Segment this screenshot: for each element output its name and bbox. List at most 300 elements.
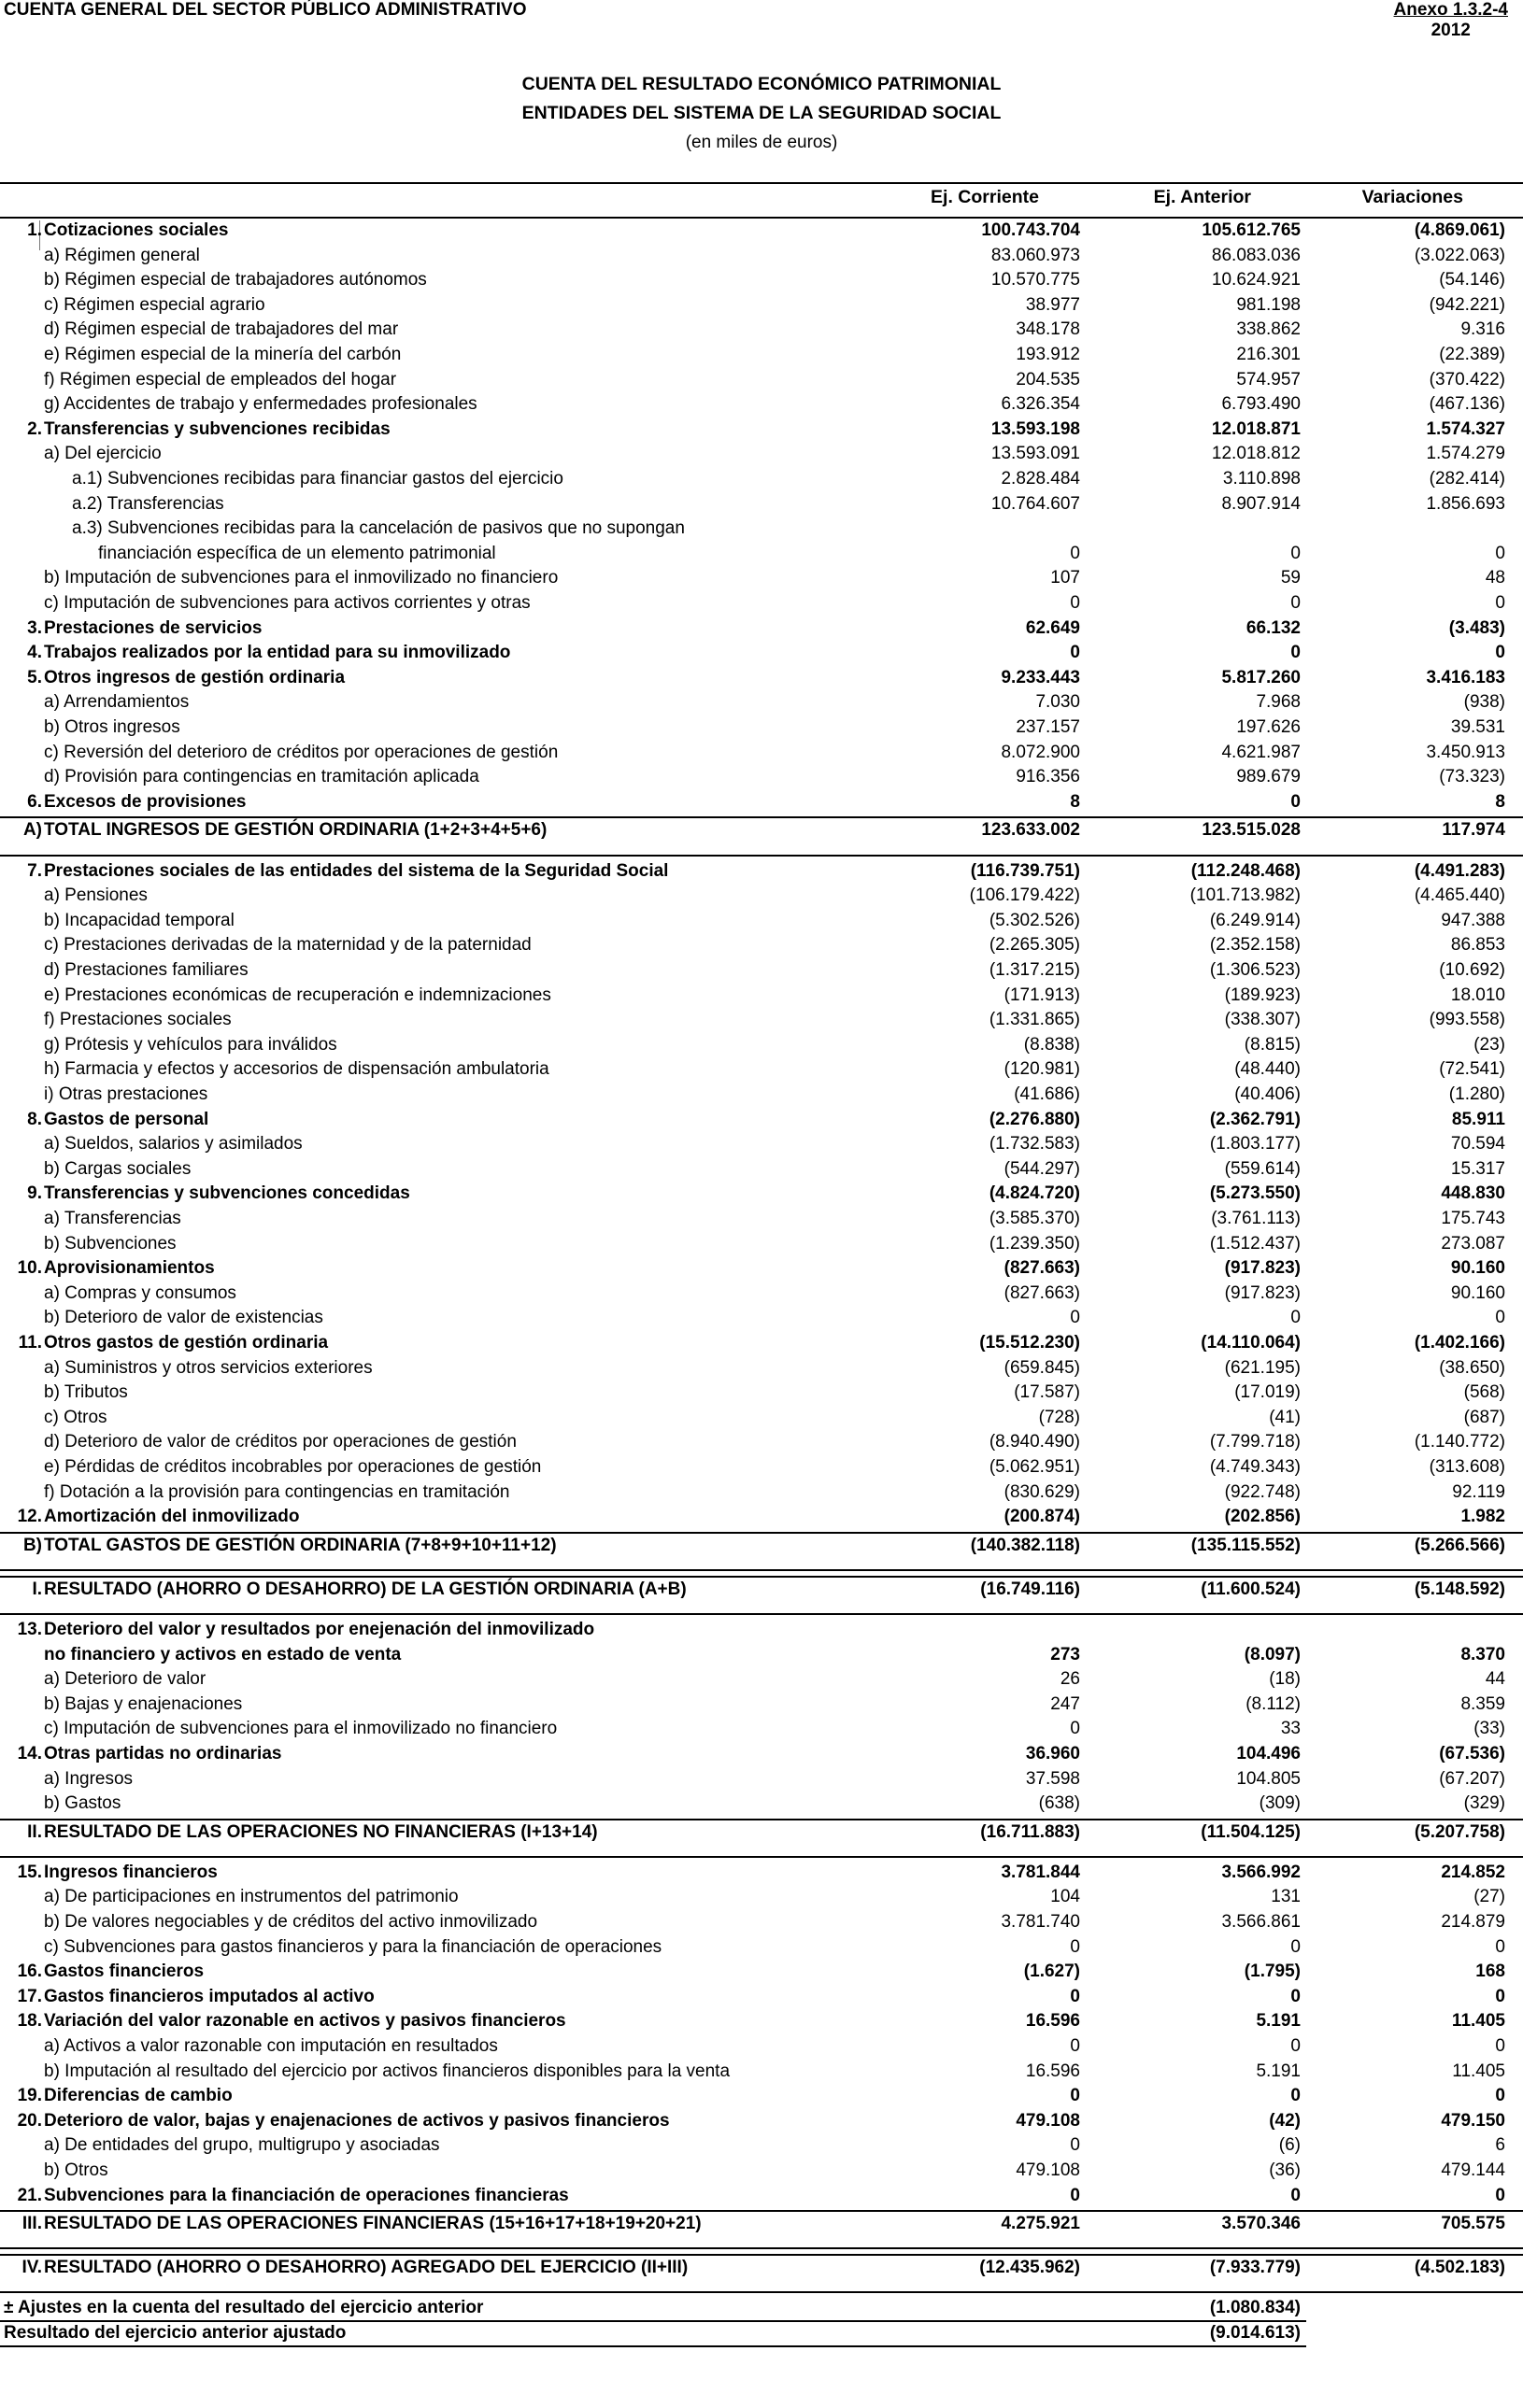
header-top-rule: [0, 182, 1523, 184]
row-number: 18.: [17, 2011, 42, 2032]
variation-value: (54.146): [1439, 270, 1505, 290]
previous-value: (7.799.718): [1209, 1432, 1301, 1452]
col-current-header: Ej. Corriente: [931, 187, 1039, 207]
total-separator: [0, 2210, 1523, 2212]
row-number: 11.: [18, 1332, 42, 1353]
current-value: (8.940.490): [989, 1432, 1080, 1452]
report-title: CUENTA DEL RESULTADO ECONÓMICO PATRIMONIAL: [521, 74, 1002, 94]
row-label: b) Subvenciones: [44, 1233, 177, 1254]
row-number: 1.: [27, 220, 42, 240]
previous-value: (18): [1269, 1669, 1301, 1690]
previous-value: (4.749.343): [1209, 1456, 1301, 1477]
previous-value: (2.352.158): [1209, 935, 1301, 956]
row-number: 5.: [27, 667, 42, 687]
row-number: 15.: [17, 1862, 42, 1882]
row-label: Otros gastos de gestión ordinaria: [44, 1332, 329, 1353]
previous-value: (8.112): [1245, 1693, 1301, 1714]
row-number: 16.: [17, 1962, 42, 1982]
previous-value: 33: [1280, 1719, 1301, 1739]
variation-value: 3.450.913: [1426, 742, 1505, 762]
current-value: 0: [1070, 1986, 1080, 2006]
current-value: (1.627): [1023, 1962, 1080, 1982]
table-row: [0, 1408, 1523, 1433]
current-value: 9.233.443: [1001, 667, 1080, 687]
current-value: (15.512.230): [979, 1332, 1080, 1353]
previous-value: (1.803.177): [1209, 1134, 1301, 1154]
current-value: 204.535: [1016, 369, 1080, 390]
total-row: [0, 2214, 1523, 2239]
previous-value: (5.273.550): [1209, 1183, 1301, 1204]
total-separator: [0, 1576, 1523, 1578]
table-row: [0, 1358, 1523, 1383]
current-value: 0: [1070, 643, 1080, 663]
row-number: 14.: [17, 1743, 42, 1764]
row-label: a) Deterioro de valor: [44, 1669, 206, 1690]
total-row: [0, 1579, 1523, 1605]
variation-value: 85.911: [1451, 1109, 1505, 1129]
previous-value: (40.406): [1234, 1084, 1301, 1104]
previous-value: 5.191: [1256, 2011, 1301, 2032]
previous-value: 338.862: [1236, 319, 1301, 340]
table-row: [0, 1507, 1523, 1532]
previous-value: 0: [1290, 643, 1301, 663]
previous-value: 0: [1290, 2086, 1301, 2106]
row-label: Aprovisionamientos: [44, 1258, 215, 1279]
row-number: IV.: [21, 2258, 42, 2278]
row-label: b) Deterioro de valor de existencias: [44, 1308, 323, 1328]
current-value: 100.743.704: [981, 220, 1080, 240]
total-row: [0, 2258, 1523, 2283]
variation-value: 9.316: [1460, 319, 1505, 340]
row-number: 20.: [17, 2110, 42, 2131]
row-number: 17.: [17, 1986, 42, 2006]
row-number: I.: [32, 1579, 42, 1599]
previous-value: 0: [1290, 543, 1301, 563]
current-value: (1.239.350): [989, 1233, 1080, 1254]
table-row: [0, 246, 1523, 271]
previous-value: (621.195): [1224, 1357, 1301, 1378]
table-row: [0, 2086, 1523, 2111]
row-label: a) Sueldos, salarios y asimilados: [44, 1134, 303, 1154]
table-row: [0, 319, 1523, 345]
table-row: [0, 2036, 1523, 2061]
row-label: Deterioro de valor, bajas y enajenaciones de activos y pasivos financieros: [44, 2110, 670, 2131]
current-value: 13.593.091: [990, 444, 1080, 464]
previous-value: (7.933.779): [1209, 2258, 1301, 2278]
previous-value: 3.566.861: [1221, 1912, 1301, 1932]
current-value: 8: [1070, 791, 1080, 812]
current-value: (728): [1038, 1407, 1080, 1427]
row-label: a) Arrendamientos: [44, 692, 190, 713]
row-label: e) Prestaciones económicas de recuperación e indemnizaciones: [44, 984, 551, 1005]
row-label: Prestaciones sociales de las entidades del sistema de la Seguridad Social: [44, 860, 669, 881]
row-number: II.: [27, 1821, 42, 1842]
table-row: [0, 861, 1523, 886]
row-label: g) Accidentes de trabajo y enfermedades profesionales: [44, 394, 477, 415]
row-label: Gastos financieros: [44, 1962, 205, 1982]
row-label: a) De entidades del grupo, multigrupo y asociadas: [44, 2135, 440, 2156]
previous-value: (42): [1269, 2110, 1301, 2131]
variation-value: (1.140.772): [1414, 1432, 1505, 1452]
table-row: [0, 1863, 1523, 1888]
total-separator: [0, 2247, 1523, 2249]
variation-value: 0: [1495, 1308, 1505, 1328]
current-value: (827.663): [1003, 1258, 1080, 1279]
row-label: b) Gastos: [44, 1793, 121, 1814]
previous-value: (917.823): [1224, 1282, 1301, 1303]
previous-value: (36): [1269, 2160, 1301, 2180]
previous-value: (6.249.914): [1209, 910, 1301, 930]
row-label: a.3) Subvenciones recibidas para la cancelación de pasivos que no supongan: [72, 518, 685, 539]
variation-value: (4.465.440): [1414, 885, 1505, 906]
variation-value: (22.389): [1439, 345, 1505, 364]
previous-value: (2.362.791): [1209, 1109, 1301, 1129]
previous-value: 0: [1290, 1986, 1301, 2006]
variation-value: 70.594: [1450, 1134, 1505, 1154]
previous-value: (135.115.552): [1190, 1535, 1301, 1555]
row-label: a) Suministros y otros servicios exteriores: [44, 1357, 373, 1378]
current-value: 0: [1070, 1936, 1080, 1957]
row-label: RESULTADO (AHORRO O DESAHORRO) DE LA GESTIÓN ORDINARIA (A+B): [44, 1579, 687, 1599]
row-number: 7.: [27, 860, 42, 881]
current-value: 237.157: [1016, 717, 1080, 737]
variation-value: 18.010: [1450, 984, 1505, 1005]
table-row: [0, 2011, 1523, 2036]
variation-value: 11.405: [1451, 2011, 1505, 2032]
row-label: a.1) Subvenciones recibidas para financiar gastos del ejercicio: [72, 469, 563, 489]
variation-value: (10.692): [1439, 959, 1505, 980]
total-separator: [0, 855, 1523, 857]
variation-value: 117.974: [1442, 820, 1505, 841]
table-row: [0, 2186, 1523, 2211]
current-value: (16.749.116): [980, 1579, 1080, 1599]
row-label: Cotizaciones sociales: [44, 220, 229, 240]
current-value: (2.265.305): [989, 935, 1080, 956]
previous-value: 86.083.036: [1211, 245, 1301, 265]
table-row: [0, 1962, 1523, 1987]
previous-value: 574.957: [1236, 369, 1301, 390]
variation-value: 705.575: [1441, 2214, 1505, 2234]
table-row: [0, 985, 1523, 1011]
table-row: [0, 1134, 1523, 1159]
table-row: [0, 885, 1523, 911]
annex-label: Anexo 1.3.2-4: [1393, 0, 1508, 20]
variation-value: (1.402.166): [1414, 1332, 1505, 1353]
row-label: d) Prestaciones familiares: [44, 959, 249, 980]
variation-value: (3.483): [1448, 617, 1505, 638]
variation-value: (73.323): [1439, 767, 1505, 787]
previous-value: 197.626: [1236, 717, 1301, 737]
row-label: b) Otros: [44, 2160, 108, 2180]
row-label: Transferencias y subvenciones concedidas: [44, 1183, 410, 1204]
row-label: a) Transferencias: [44, 1208, 181, 1228]
row-number: 2.: [27, 418, 42, 439]
previous-value: (922.748): [1224, 1481, 1301, 1502]
table-row: [0, 1620, 1523, 1645]
table-row: [0, 419, 1523, 445]
variation-value: 0: [1495, 593, 1505, 613]
previous-value: 3.570.346: [1221, 2214, 1301, 2234]
current-value: (827.663): [1003, 1282, 1080, 1303]
row-label: b) Bajas y enajenaciones: [44, 1693, 243, 1714]
table-row: [0, 717, 1523, 743]
table-row: [0, 345, 1523, 370]
row-label: h) Farmacia y efectos y accesorios de dispensación ambulatoria: [44, 1059, 549, 1080]
table-row: [0, 1432, 1523, 1457]
previous-value: 0: [1290, 791, 1301, 812]
previous-value: 6.793.490: [1221, 394, 1301, 415]
current-value: (171.913): [1003, 984, 1080, 1005]
table-row: [0, 1010, 1523, 1035]
current-value: (106.179.422): [969, 885, 1080, 906]
current-value: 3.781.844: [1001, 1862, 1080, 1882]
table-row: [0, 960, 1523, 985]
current-value: 13.593.198: [990, 418, 1080, 439]
row-label: Otros ingresos de gestión ordinaria: [44, 667, 346, 687]
row-label: e) Régimen especial de la minería del carbón: [44, 345, 402, 364]
row-label: f) Régimen especial de empleados del hogar: [44, 369, 397, 390]
previous-value: 12.018.812: [1211, 444, 1301, 464]
previous-value: (1.306.523): [1209, 959, 1301, 980]
row-label: b) Régimen especial de trabajadores autónomos: [44, 270, 427, 290]
previous-value: 0: [1290, 1936, 1301, 1957]
current-value: (41.686): [1014, 1084, 1080, 1104]
table-row: [0, 544, 1523, 569]
previous-value: 105.612.765: [1202, 220, 1301, 240]
current-value: 7.030: [1035, 692, 1080, 713]
previous-value: (8.815): [1244, 1034, 1301, 1055]
table-row: [0, 767, 1523, 792]
current-value: (4.824.720): [989, 1183, 1080, 1204]
row-label: Otras partidas no ordinarias: [44, 1743, 282, 1764]
current-value: 479.108: [1016, 2110, 1080, 2131]
row-number: 4.: [27, 643, 42, 663]
row-label: b) Imputación al resultado del ejercicio por activos financieros disponibles para la venta: [44, 2061, 731, 2081]
variation-value: 90.160: [1450, 1282, 1505, 1303]
total-row: [0, 1536, 1523, 1561]
variation-value: 0: [1495, 2086, 1505, 2106]
variation-value: 8.370: [1460, 1644, 1505, 1664]
variation-value: 0: [1495, 1986, 1505, 2006]
row-label: Variación del valor razonable en activos y pasivos financieros: [44, 2011, 566, 2032]
variation-value: 0: [1495, 543, 1505, 563]
current-value: 3.781.740: [1001, 1912, 1080, 1932]
variation-value: 6: [1495, 2135, 1505, 2156]
total-separator: [0, 2291, 1523, 2293]
row-label: RESULTADO DE LAS OPERACIONES FINANCIERAS (15+16+17+18+19+20+21): [44, 2214, 702, 2234]
variation-value: 1.982: [1460, 1507, 1505, 1527]
current-value: (1.732.583): [989, 1134, 1080, 1154]
previous-value: (112.248.468): [1190, 860, 1301, 881]
table-row: [0, 668, 1523, 693]
variation-value: 1.574.327: [1426, 418, 1505, 439]
current-value: (1.331.865): [989, 1010, 1080, 1030]
current-value: (638): [1038, 1793, 1080, 1814]
row-label: d) Régimen especial de trabajadores del mar: [44, 319, 399, 340]
table-row: [0, 1793, 1523, 1819]
table-row: [0, 2160, 1523, 2186]
previous-value: 0: [1290, 2036, 1301, 2056]
variation-value: 1.856.693: [1426, 493, 1505, 514]
previous-value: 3.566.992: [1221, 1862, 1301, 1882]
units-note: (en miles de euros): [685, 133, 838, 152]
current-value: (830.629): [1003, 1481, 1080, 1502]
total-row: [0, 1822, 1523, 1848]
previous-value: (48.440): [1234, 1059, 1301, 1080]
table-row: [0, 2135, 1523, 2160]
variation-value: 11.405: [1452, 2061, 1505, 2081]
variation-value: 448.830: [1441, 1183, 1505, 1204]
variation-value: 8.359: [1460, 1693, 1505, 1714]
table-row: [0, 1482, 1523, 1508]
row-label: b) Tributos: [44, 1382, 128, 1403]
total-separator: [0, 1856, 1523, 1858]
current-value: 193.912: [1016, 345, 1080, 364]
current-value: 0: [1070, 2036, 1080, 2056]
row-label: f) Prestaciones sociales: [44, 1010, 232, 1030]
previous-value: (17.019): [1234, 1382, 1301, 1403]
current-value: (17.587): [1014, 1382, 1080, 1403]
row-label: Amortización del inmovilizado: [44, 1507, 300, 1527]
previous-value: (9.014.613): [1209, 2323, 1301, 2343]
variation-value: 479.150: [1441, 2110, 1505, 2131]
variation-value: 0: [1495, 2185, 1505, 2205]
table-row: [0, 1645, 1523, 1670]
table-row: [0, 1669, 1523, 1694]
previous-value: (11.504.125): [1201, 1821, 1301, 1842]
previous-value: 981.198: [1236, 294, 1301, 315]
row-label: a) Compras y consumos: [44, 1282, 236, 1303]
table-row: [0, 1258, 1523, 1283]
table-row: [0, 692, 1523, 717]
total-row: [0, 820, 1523, 845]
variation-value: 0: [1495, 643, 1505, 663]
previous-value: (101.713.982): [1189, 885, 1301, 906]
variation-value: (1.280): [1448, 1084, 1505, 1104]
current-value: 10.570.775: [990, 270, 1080, 290]
previous-value: 0: [1290, 593, 1301, 613]
row-label: a) Régimen general: [44, 245, 200, 265]
row-label: f) Dotación a la provisión para contingencias en tramitación: [44, 1481, 510, 1502]
current-value: 6.326.354: [1001, 394, 1080, 415]
table-row: [0, 1744, 1523, 1769]
total-separator: [0, 816, 1523, 818]
row-label: b) Incapacidad temporal: [44, 910, 235, 930]
previous-value: (189.923): [1224, 984, 1301, 1005]
table-row: [0, 1183, 1523, 1209]
row-label: a) Activos a valor razonable con imputación en resultados: [44, 2036, 498, 2056]
previous-value: 10.624.921: [1211, 270, 1301, 290]
variation-value: (313.608): [1429, 1456, 1505, 1477]
row-label: c) Otros: [44, 1407, 107, 1427]
row-label: Diferencias de cambio: [44, 2086, 233, 2106]
table-row: [0, 370, 1523, 395]
current-value: 104: [1050, 1887, 1080, 1907]
row-label: d) Deterioro de valor de créditos por operaciones de gestión: [44, 1432, 517, 1452]
row-number: 3.: [27, 617, 42, 638]
previous-value: 989.679: [1236, 767, 1301, 787]
table-row: [0, 1382, 1523, 1408]
variation-value: 44: [1485, 1669, 1505, 1690]
previous-value: 5.191: [1256, 2061, 1301, 2081]
current-value: 916.356: [1016, 767, 1080, 787]
total-separator: [0, 1569, 1523, 1571]
row-label: i) Otras prestaciones: [44, 1084, 208, 1104]
variation-value: (67.207): [1439, 1768, 1505, 1789]
variation-value: (687): [1463, 1407, 1505, 1427]
current-value: 16.596: [1025, 2011, 1080, 2032]
row-number: 13.: [17, 1619, 42, 1639]
row-label: b) Otros ingresos: [44, 717, 180, 737]
adjustment-rule: [0, 2320, 1306, 2322]
row-label: Prestaciones de servicios: [44, 617, 263, 638]
row-label: TOTAL GASTOS DE GESTIÓN ORDINARIA (7+8+9+10+11+12): [44, 1535, 557, 1555]
table-row: [0, 1769, 1523, 1794]
table-row: [0, 220, 1523, 246]
variation-value: 947.388: [1441, 910, 1505, 930]
current-value: (5.062.951): [989, 1456, 1080, 1477]
previous-value: (202.856): [1224, 1507, 1301, 1527]
table-row: [0, 1084, 1523, 1110]
variation-value: (942.221): [1429, 294, 1505, 315]
variation-value: (467.136): [1429, 394, 1505, 415]
current-value: 83.060.973: [990, 245, 1080, 265]
current-value: 0: [1070, 1308, 1080, 1328]
row-label: c) Prestaciones derivadas de la maternidad y de la paternidad: [44, 935, 532, 956]
current-value: (200.874): [1003, 1507, 1080, 1527]
variation-value: (38.650): [1439, 1357, 1505, 1378]
total-separator: [0, 2254, 1523, 2256]
row-label: c) Subvenciones para gastos financieros y para la financiación de operaciones: [44, 1936, 662, 1957]
variation-value: 479.144: [1441, 2160, 1505, 2180]
total-separator: [0, 1613, 1523, 1615]
current-value: 0: [1070, 543, 1080, 563]
row-label: a.2) Transferencias: [72, 493, 224, 514]
current-value: (1.317.215): [989, 959, 1080, 980]
variation-value: (4.502.183): [1414, 2258, 1505, 2278]
current-value: 16.596: [1025, 2061, 1080, 2081]
row-label: Resultado del ejercicio anterior ajustado: [4, 2323, 347, 2343]
current-value: 0: [1070, 2086, 1080, 2106]
row-label: a) Del ejercicio: [44, 444, 162, 464]
report-subtitle: ENTIDADES DEL SISTEMA DE LA SEGURIDAD SOCIAL: [521, 103, 1002, 123]
variation-value: 39.531: [1450, 717, 1505, 737]
previous-value: 66.132: [1245, 617, 1301, 638]
variation-value: (282.414): [1429, 469, 1505, 489]
table-row: [0, 270, 1523, 295]
header-bottom-rule: [0, 217, 1523, 219]
current-value: 2.828.484: [1001, 469, 1080, 489]
variation-value: 273.087: [1441, 1233, 1505, 1254]
variation-value: (370.422): [1429, 369, 1505, 390]
variation-value: (23): [1473, 1034, 1505, 1055]
current-value: 10.764.607: [990, 493, 1080, 514]
table-row: [0, 518, 1523, 544]
variation-value: 86.853: [1450, 935, 1505, 956]
col-previous-header: Ej. Anterior: [1153, 187, 1251, 207]
table-row: [0, 494, 1523, 519]
previous-value: (559.614): [1224, 1158, 1301, 1179]
table-row: [0, 2111, 1523, 2136]
table-row: [0, 469, 1523, 494]
variation-value: 168: [1475, 1962, 1505, 1982]
variation-value: (5.148.592): [1414, 1579, 1505, 1599]
current-value: 273: [1050, 1644, 1080, 1664]
current-value: 247: [1050, 1693, 1080, 1714]
current-value: (2.276.880): [989, 1109, 1080, 1129]
current-value: 4.275.921: [1001, 2214, 1080, 2234]
table-row: [0, 295, 1523, 320]
